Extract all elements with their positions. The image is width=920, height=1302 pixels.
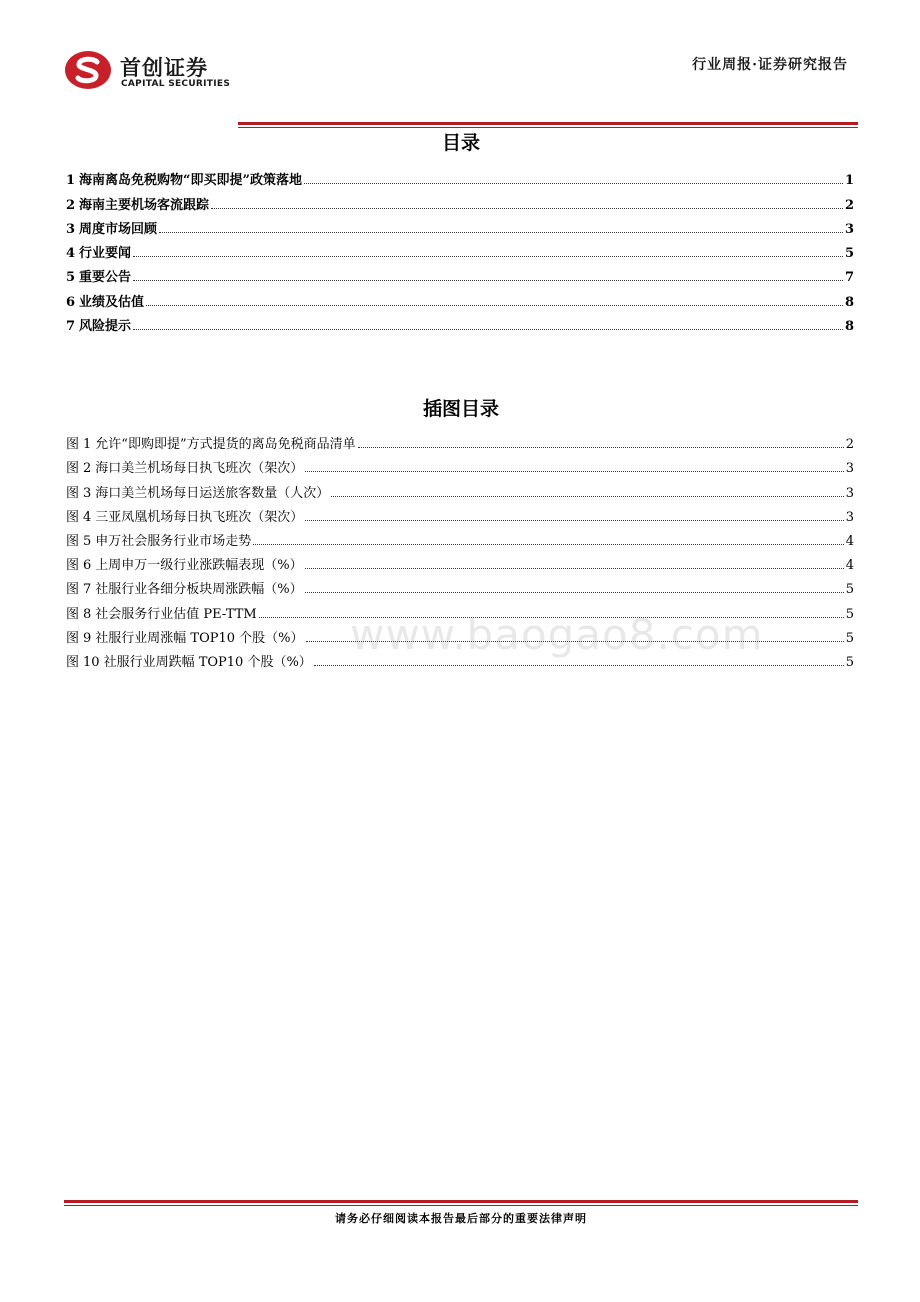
toc-item-label: 行业要闻 xyxy=(79,246,132,262)
dot-leader xyxy=(305,592,844,593)
figure-item[interactable] xyxy=(66,501,854,525)
figure-item-prefix: 图 xyxy=(66,533,80,549)
toc-item[interactable] xyxy=(66,164,854,188)
page-header xyxy=(64,48,858,92)
toc-item-page: 5 xyxy=(844,246,854,262)
toc-item-label: 周度市场回顾 xyxy=(79,221,158,237)
figure-list-title: 插图目录 xyxy=(422,398,499,420)
figure-item-page: 4 xyxy=(845,533,854,549)
figure-item-label: 海口美兰机场每日运送旅客数量（人次） xyxy=(95,485,330,501)
figure-item[interactable] xyxy=(66,452,854,476)
dot-leader xyxy=(305,471,843,472)
toc-item-number: 5 xyxy=(66,270,76,286)
figure-item-number: 8 xyxy=(83,606,92,622)
figure-item-number: 9 xyxy=(83,630,92,646)
figure-item-number: 2 xyxy=(83,461,92,477)
figure-item-prefix: 图 xyxy=(66,654,80,670)
figure-item-number: 4 xyxy=(83,509,92,525)
watermark: www.baogao8.com xyxy=(350,610,764,659)
toc-item-label: 业绩及估值 xyxy=(79,294,145,310)
toc-item-label: 重要公告 xyxy=(79,270,132,286)
figure-item-page: 3 xyxy=(845,509,854,525)
toc-item-number: 4 xyxy=(66,246,76,262)
figure-item-label: 允许“即购即提”方式提货的离岛免税商品清单 xyxy=(95,437,356,453)
figure-item-prefix: 图 xyxy=(66,509,80,525)
figure-item-label: 申万社会服务行业市场走势 xyxy=(95,533,252,549)
figure-item-prefix: 图 xyxy=(66,558,80,574)
toc-title: 目录 xyxy=(441,132,480,154)
figure-item[interactable] xyxy=(66,476,854,500)
toc-item-label: 海南主要机场客流跟踪 xyxy=(79,197,210,213)
figure-item-prefix: 图 xyxy=(66,461,80,477)
figure-item-prefix: 图 xyxy=(66,582,80,598)
figure-item-prefix: 图 xyxy=(66,485,80,501)
toc-item[interactable] xyxy=(66,285,854,309)
footer-divider-thin xyxy=(64,1205,858,1206)
toc-item-number: 3 xyxy=(66,221,76,237)
dot-leader xyxy=(133,329,843,330)
toc-item-page: 2 xyxy=(844,197,854,213)
figure-item-prefix: 图 xyxy=(66,606,80,622)
toc-item-label: 风险提示 xyxy=(79,319,132,335)
table-of-contents xyxy=(66,164,854,334)
figure-item[interactable] xyxy=(66,573,854,597)
toc-item-number: 1 xyxy=(66,173,76,189)
toc-item[interactable] xyxy=(66,237,854,261)
dot-leader xyxy=(133,256,843,257)
toc-item-page: 8 xyxy=(844,319,854,335)
company-logo xyxy=(64,48,264,92)
figure-item-label: 社服行业各细分板块周涨跌幅（%） xyxy=(95,582,303,598)
figure-item-prefix: 图 xyxy=(66,630,80,646)
toc-item-page: 3 xyxy=(844,221,854,237)
toc-item[interactable] xyxy=(66,261,854,285)
figure-item-page: 2 xyxy=(845,437,854,453)
figure-item[interactable] xyxy=(66,428,854,452)
capital-securities-logo-icon xyxy=(64,50,112,90)
figure-item-number: 6 xyxy=(83,558,92,574)
header-divider xyxy=(238,122,858,125)
dot-leader xyxy=(331,496,843,497)
figure-item-page: 3 xyxy=(845,485,854,501)
figure-item[interactable] xyxy=(66,549,854,573)
dot-leader xyxy=(358,447,844,448)
figure-item-number: 3 xyxy=(83,485,92,501)
toc-item[interactable] xyxy=(66,188,854,212)
dot-leader xyxy=(314,665,844,666)
figure-item-page: 3 xyxy=(845,461,854,477)
brand-name-cn: 首创证券 xyxy=(120,56,208,80)
figure-item-number: 10 xyxy=(83,654,100,670)
figure-item-label: 社服行业周涨幅 TOP10 个股（%） xyxy=(95,630,304,646)
toc-item-number: 2 xyxy=(66,197,76,213)
figure-item-label: 三亚凤凰机场每日执飞班次（架次） xyxy=(95,509,304,525)
toc-item-number: 7 xyxy=(66,319,76,335)
footer-divider xyxy=(64,1200,858,1203)
figure-item-number: 5 xyxy=(83,533,92,549)
figure-item-page: 5 xyxy=(845,582,854,598)
brand-name-en: CAPITAL SECURITIES xyxy=(121,79,231,89)
dot-leader xyxy=(159,232,843,233)
figure-item-label: 社服行业周跌幅 TOP10 个股（%） xyxy=(103,654,312,670)
toc-item-label: 海南离岛免税购物“即买即提”政策落地 xyxy=(79,173,303,189)
report-type: 行业周报·证券研究报告 xyxy=(692,57,848,73)
toc-item-page: 1 xyxy=(844,173,854,189)
toc-item-number: 6 xyxy=(66,294,76,310)
figure-item-number: 7 xyxy=(83,582,92,598)
dot-leader xyxy=(253,544,843,545)
dot-leader xyxy=(211,208,843,209)
dot-leader xyxy=(304,183,843,184)
figure-item-label: 海口美兰机场每日执飞班次（架次） xyxy=(95,461,304,477)
legal-notice: 请务必仔细阅读本报告最后部分的重要法律声明 xyxy=(335,1212,587,1225)
dot-leader xyxy=(305,520,843,521)
toc-item[interactable] xyxy=(66,310,854,334)
figure-item-number: 1 xyxy=(83,437,92,453)
dot-leader xyxy=(146,305,843,306)
toc-item[interactable] xyxy=(66,213,854,237)
figure-item[interactable] xyxy=(66,525,854,549)
toc-item-page: 7 xyxy=(844,270,854,286)
figure-item-label: 上周申万一级行业涨跌幅表现（%） xyxy=(95,558,303,574)
dot-leader xyxy=(133,280,843,281)
toc-item-page: 8 xyxy=(844,294,854,310)
figure-item-page: 5 xyxy=(845,654,854,670)
figure-item-label: 社会服务行业估值 PE-TTM xyxy=(95,606,257,622)
figure-item-prefix: 图 xyxy=(66,437,80,453)
figure-item-page: 5 xyxy=(845,630,854,646)
figure-item-page: 5 xyxy=(845,606,854,622)
figure-item-page: 4 xyxy=(845,558,854,574)
dot-leader xyxy=(305,568,844,569)
